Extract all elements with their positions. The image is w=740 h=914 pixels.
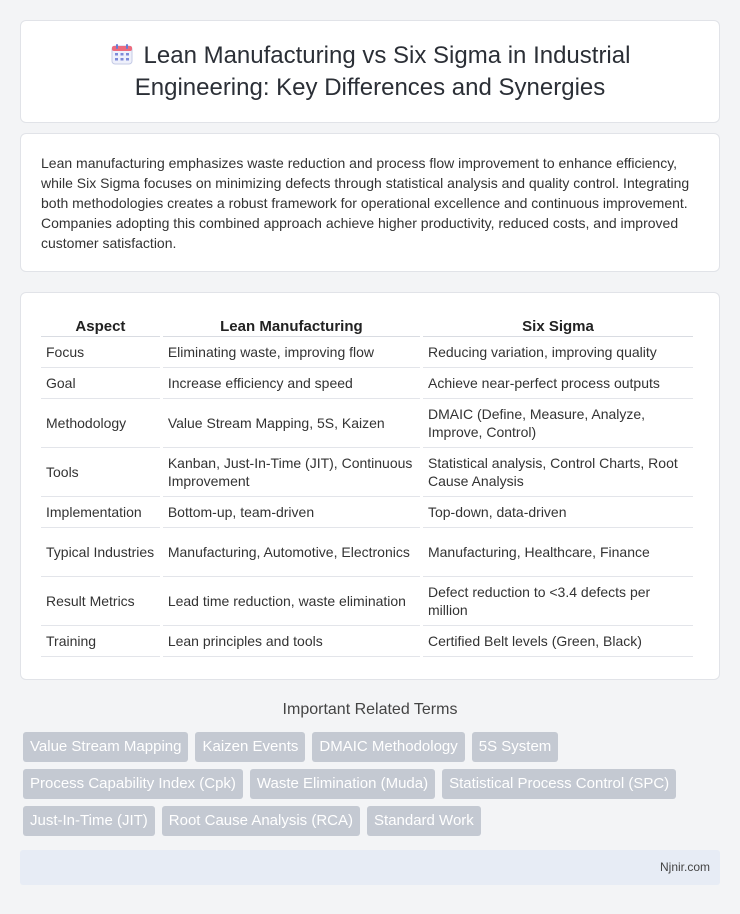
header-six-sigma: Six Sigma (423, 313, 693, 337)
related-term-tag[interactable]: Standard Work (367, 806, 481, 836)
cell-six-sigma: Achieve near-perfect process outputs (423, 368, 693, 399)
cell-lean: Eliminating waste, improving flow (163, 337, 420, 368)
cell-aspect: Tools (41, 448, 160, 497)
cell-six-sigma: Top-down, data-driven (423, 497, 693, 528)
table-row (41, 368, 693, 399)
header-aspect: Aspect (41, 313, 160, 337)
cell-six-sigma: DMAIC (Define, Measure, Analyze, Improve, Control) (423, 399, 693, 448)
cell-aspect: Implementation (41, 497, 160, 528)
cell-aspect: Typical Industries (41, 528, 160, 577)
table-row (41, 577, 693, 626)
cell-six-sigma: Statistical analysis, Control Charts, Root Cause Analysis (423, 448, 693, 497)
table-row (41, 448, 693, 497)
page-title: Lean Manufacturing vs Six Sigma in Industrial Engineering: Key Differences and Synergies (134, 42, 631, 101)
cell-six-sigma: Certified Belt levels (Green, Black) (423, 626, 693, 657)
cell-aspect: Goal (41, 368, 160, 399)
related-term-tag[interactable]: Waste Elimination (Muda) (250, 769, 435, 799)
table-header-row (41, 313, 693, 337)
related-term-tag[interactable]: Process Capability Index (Cpk) (23, 769, 243, 799)
related-term-tag[interactable]: 5S System (472, 732, 559, 762)
cell-lean: Manufacturing, Automotive, Electronics (163, 528, 420, 577)
cell-lean: Lean principles and tools (163, 626, 420, 657)
cell-lean: Lead time reduction, waste elimination (163, 577, 420, 626)
related-terms-title: Important Related Terms (282, 701, 458, 718)
cell-lean: Bottom-up, team-driven (163, 497, 420, 528)
cell-aspect: Focus (41, 337, 160, 368)
related-term-tag[interactable]: Root Cause Analysis (RCA) (162, 806, 360, 836)
related-term-tag[interactable]: Kaizen Events (195, 732, 305, 762)
table-row (41, 337, 693, 368)
footer-site-link[interactable]: Njnir.com (659, 860, 710, 874)
comparison-table-card (20, 292, 720, 680)
cell-six-sigma: Manufacturing, Healthcare, Finance (423, 528, 693, 577)
comparison-table (38, 313, 696, 657)
table-row (41, 626, 693, 657)
title-card (20, 20, 720, 123)
related-terms-list (20, 732, 720, 836)
table-row (41, 399, 693, 448)
cell-six-sigma: Defect reduction to <3.4 defects per million (423, 577, 693, 626)
cell-aspect: Training (41, 626, 160, 657)
related-term-tag[interactable]: Statistical Process Control (SPC) (442, 769, 676, 799)
related-term-tag[interactable]: Value Stream Mapping (23, 732, 188, 762)
cell-six-sigma: Reducing variation, improving quality (423, 337, 693, 368)
cell-lean: Value Stream Mapping, 5S, Kaizen (163, 399, 420, 448)
cell-lean: Kanban, Just-In-Time (JIT), Continuous Improvement (163, 448, 420, 497)
related-term-tag[interactable]: Just-In-Time (JIT) (23, 806, 155, 836)
intro-card (20, 133, 720, 272)
table-row (41, 497, 693, 528)
cell-aspect: Methodology (41, 399, 160, 448)
intro-text: Lean manufacturing emphasizes waste reduction and process flow improvement to enhance efficiency, while Six Sigma focuses on minimizing defects through statistical analysis and quality control. Integrating both methodologies creates a robust framework for operational excellence and continuous improvement. Companies adopting this combined approach achieve higher productivity, reduced costs, and improved customer satisfaction. (41, 155, 690, 251)
related-term-tag[interactable]: DMAIC Methodology (312, 732, 464, 762)
table-row (41, 528, 693, 577)
calendar-icon (110, 42, 134, 73)
cell-lean: Increase efficiency and speed (163, 368, 420, 399)
cell-aspect: Result Metrics (41, 577, 160, 626)
page-title-wrap (61, 41, 679, 102)
footer (20, 850, 720, 885)
header-lean: Lean Manufacturing (163, 313, 420, 337)
